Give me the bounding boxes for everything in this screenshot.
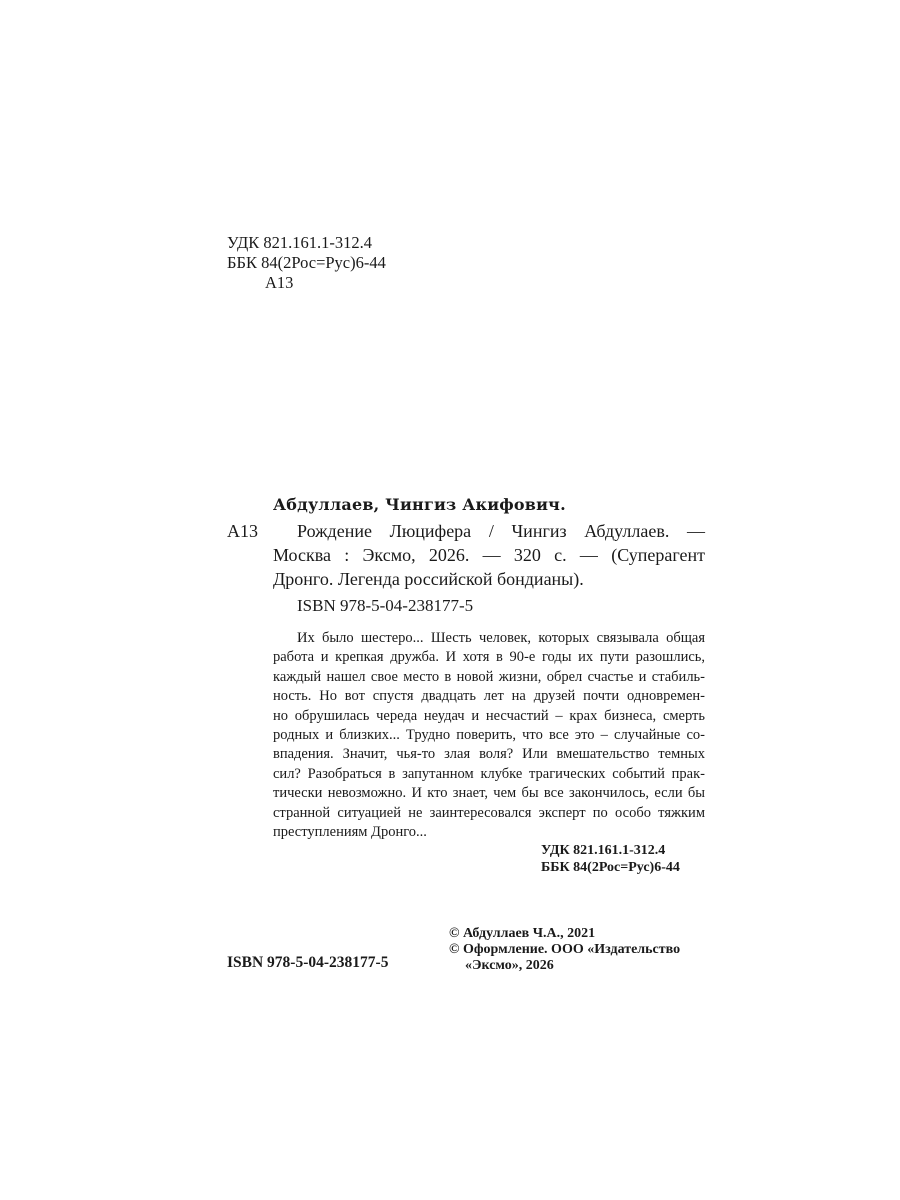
annotation-line: Их было шестеро... Шесть человек, которых связывала общая	[297, 630, 705, 646]
annotation-line: работа и крепкая дружба. И хотя в 90-е годы их пути разошлись,	[273, 649, 705, 666]
annotation-line: странной ситуацией не заинтересовался эксперт по особо тяжким	[273, 804, 705, 821]
bbk-code-bottom: ББК 84(2Рос=Рус)6-44	[541, 860, 680, 875]
copyright-block	[449, 926, 680, 974]
udk-code: УДК 821.161.1-312.4	[227, 233, 373, 252]
catalog-card-mark: А13	[227, 521, 258, 541]
bottom-classification-codes	[541, 842, 680, 876]
annotation-line: родных и близких... Трудно поверить, что все это – случайные со-	[273, 727, 705, 744]
copyright-design-continued: «Эксмо», 2026	[465, 958, 554, 973]
annotation-line: но обрушилась череда неудач и несчастий – крах бизнеса, смерть	[273, 707, 705, 724]
annotation-line: тически невозможно. И кто знает, чем бы все закончилось, если бы	[273, 785, 705, 802]
annotation-line: ность. Но вот спустя двадцать лет на друзей почти одновремен-	[273, 688, 705, 705]
udk-code-bottom: УДК 821.161.1-312.4	[541, 843, 666, 858]
bbk-code: ББК 84(2Рос=Рус)6-44	[227, 253, 386, 272]
description-line: Рождение Люцифера / Чингиз Абдуллаев. —	[297, 521, 705, 541]
description-line: Дронго. Легенда российской бондианы).	[273, 569, 584, 589]
catalog-card-description	[273, 519, 705, 591]
top-classification-codes	[227, 233, 386, 293]
annotation-line: сил? Разобраться в запутанном клубке трагических событий прак-	[273, 765, 705, 782]
isbn-bottom: ISBN 978-5-04-238177-5	[227, 954, 389, 971]
catalog-card-isbn: ISBN 978-5-04-238177-5	[297, 596, 474, 615]
description-line: Москва : Эксмо, 2026. — 320 с. — (Суперагент	[273, 545, 705, 565]
author-mark: А13	[265, 273, 294, 292]
book-annotation	[273, 629, 705, 842]
copyright-design: © Оформление. ООО «Издательство	[449, 942, 681, 957]
annotation-line: каждый нашел свое место в новой жизни, обрел счастье и стабиль-	[273, 668, 705, 685]
annotation-line: преступлениям Дронго...	[273, 824, 427, 841]
catalog-card-author: Абдуллаев, Чингиз Акифович.	[273, 495, 566, 514]
annotation-line: впадения. Значит, чья-то злая воля? Или вмешательство темных	[273, 746, 705, 763]
copyright-author: © Абдуллаев Ч.А., 2021	[449, 926, 596, 941]
